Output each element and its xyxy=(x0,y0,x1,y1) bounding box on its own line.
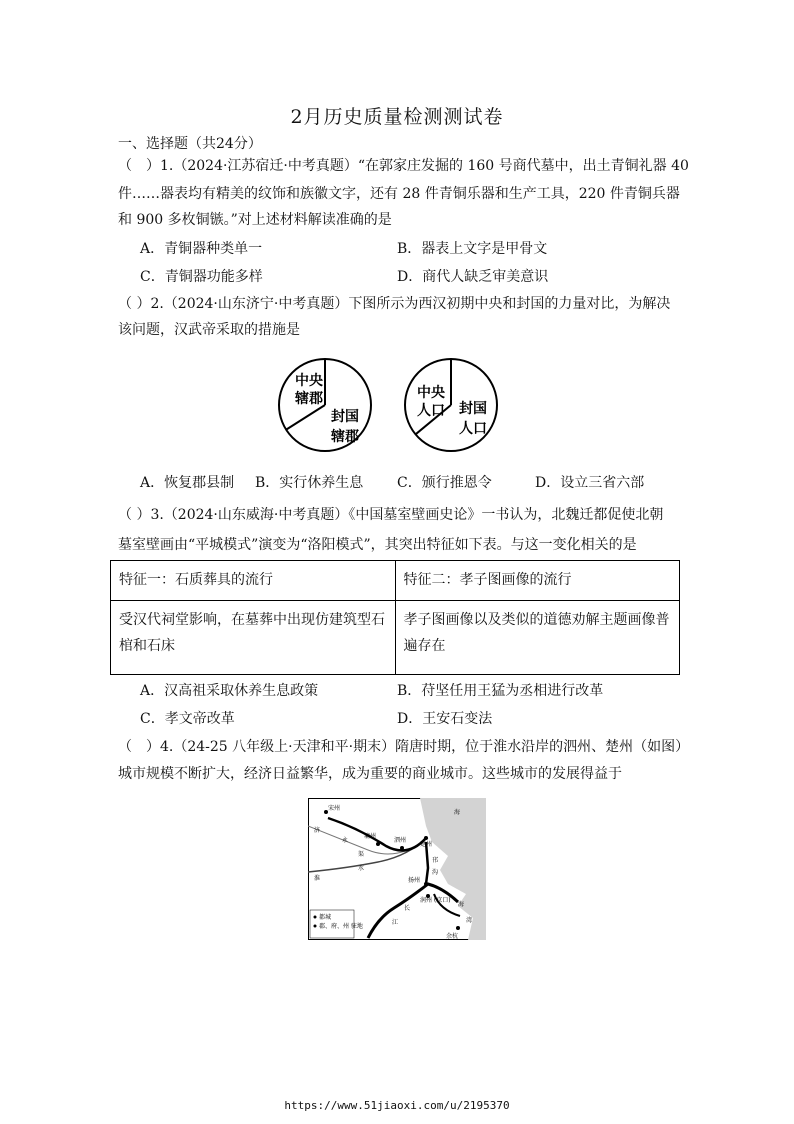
table-header-2: 特征二：孝子图画像的流行 xyxy=(395,561,680,601)
map-label-huai: 淮 xyxy=(314,875,321,882)
map-label-sizhou: 泗州 xyxy=(394,837,407,844)
q3-option-c[interactable]: C．孝文帝改革 xyxy=(140,711,235,727)
map-label-sea: 海 xyxy=(454,809,461,816)
q3-option-b[interactable]: B．苻坚任用王猛为丞相进行改革 xyxy=(397,683,604,699)
map-label-songzhou: 宋州 xyxy=(328,805,341,812)
q1-option-b[interactable]: B．器表上文字是甲骨文 xyxy=(397,241,548,257)
table-header-1: 特征一：石质葬具的流行 xyxy=(111,561,396,601)
legend-capital: 都城 xyxy=(319,914,332,921)
q2-option-a[interactable]: A．恢复郡县制 xyxy=(140,475,235,491)
city-marker-yuhang xyxy=(456,926,460,930)
map-label-yongcheng: 墉州 xyxy=(364,833,377,840)
q2-option-d[interactable]: D．设立三省六部 xyxy=(535,475,645,491)
pie2-fief-label-1: 封国 xyxy=(459,401,487,417)
q1-line-1: （ ）1.（2024·江苏宿迁·中考真题）“在郭家庄发掘的 160 号商代墓中，出土青铜礼器 40 xyxy=(118,158,689,174)
q1-option-a[interactable]: A．青铜器种类单一 xyxy=(140,241,263,257)
q4-line-2: 城市规模不断扩大，经济日益繁华，成为重要的商业城市。这些城市的发展得益于 xyxy=(118,766,622,782)
q1-line-2: 件……器表均有精美的纹饰和族徽文字，还有 28 件青铜乐器和生产工具，220 件青铜兵器 xyxy=(118,186,680,202)
pie1-fief-label-2: 辖郡 xyxy=(331,429,359,445)
map-label-ji: 济 xyxy=(314,827,321,834)
map-label-shui: 水 xyxy=(358,865,365,872)
footer-url[interactable]: https://www.51jiaoxi.com/u/2195370 xyxy=(284,1099,510,1112)
section-heading: 一、选择题（共24分） xyxy=(118,136,262,152)
q3-line-2: 墓室壁画由“平城模式”演变为“洛阳模式”，其突出特征如下表。与这一变化相关的是 xyxy=(118,537,637,553)
map-label-hai2: 海 xyxy=(458,901,465,908)
features-table xyxy=(110,560,680,675)
map-label-runzhou: 润州 (京口) xyxy=(420,897,451,904)
q3-line-1: （ ）3.（2024·山东威海·中考真题）《中国墓室壁画史论》一书认为，北魏迁都促使北朝 xyxy=(118,507,664,523)
pie2-central-label-2: 人口 xyxy=(417,403,445,419)
q3-option-a[interactable]: A．汉高祖采取休养生息政策 xyxy=(140,683,319,699)
pie-chart-population xyxy=(405,359,497,451)
map-label-jiang: 江 xyxy=(392,919,399,926)
pie2-central-label-1: 中央 xyxy=(417,385,445,401)
pie-charts xyxy=(275,355,515,455)
q3-option-d[interactable]: D．王安石变法 xyxy=(397,711,493,727)
city-marker-yongcheng xyxy=(376,842,380,846)
q2-option-b[interactable]: B．实行休养生息 xyxy=(255,475,364,491)
q1-line-3: 和 900 多枚铜镞。”对上述材料解读准确的是 xyxy=(118,212,392,228)
map-label-wan: 湾 xyxy=(466,917,473,924)
q4-line-1: （ ）4.（24-25 八年级上·天津和平·期末）隋唐时期，位于淮水沿岸的泗州、楚州（如图） xyxy=(118,739,690,755)
city-marker-sizhou xyxy=(400,846,404,850)
map-label-yong: 永 xyxy=(342,837,349,844)
map-label-gou: 沟 xyxy=(432,869,439,876)
q1-option-c[interactable]: C．青铜器功能多样 xyxy=(140,269,263,285)
pie1-central-label-2: 辖郡 xyxy=(295,391,323,407)
map-label-chuzhou: 楚州 xyxy=(420,841,433,848)
city-marker-chuzhou xyxy=(424,836,428,840)
city-marker-yangzhou xyxy=(424,882,428,886)
pie-chart-commanderies xyxy=(279,359,371,451)
map-label-chang: 长 xyxy=(404,905,411,912)
legend-prefecture: 郡、府、州 驻地 xyxy=(319,923,363,930)
q2-line-2: 该问题，汉武帝采取的措施是 xyxy=(118,322,300,338)
canal-map xyxy=(308,798,486,940)
map-label-han: 邗 xyxy=(432,857,439,864)
table-cell-2: 孝子图画像以及类似的道德劝解主题画像普遍存在 xyxy=(395,601,680,675)
table-cell-1: 受汉代祠堂影响，在墓葬中出现仿建筑型石棺和石床 xyxy=(111,601,396,675)
pie1-central-label-1: 中央 xyxy=(295,373,323,389)
map-label-yuhang: 余杭 xyxy=(446,933,459,940)
map-label-yangzhou: 扬州 xyxy=(408,877,421,884)
q2-option-c[interactable]: C．颁行推恩令 xyxy=(397,475,492,491)
pie1-fief-label-1: 封国 xyxy=(331,409,359,425)
page-title: 2月历史质量检测测试卷 xyxy=(290,106,504,128)
pie2-fief-label-2: 人口 xyxy=(459,421,487,437)
q2-line-1: （ ）2.（2024·山东济宁·中考真题）下图所示为西汉初期中央和封国的力量对比，为解决 xyxy=(118,296,671,312)
q1-option-d[interactable]: D．商代人缺乏审美意识 xyxy=(397,269,549,285)
map-label-qu: 渠 xyxy=(358,851,365,858)
